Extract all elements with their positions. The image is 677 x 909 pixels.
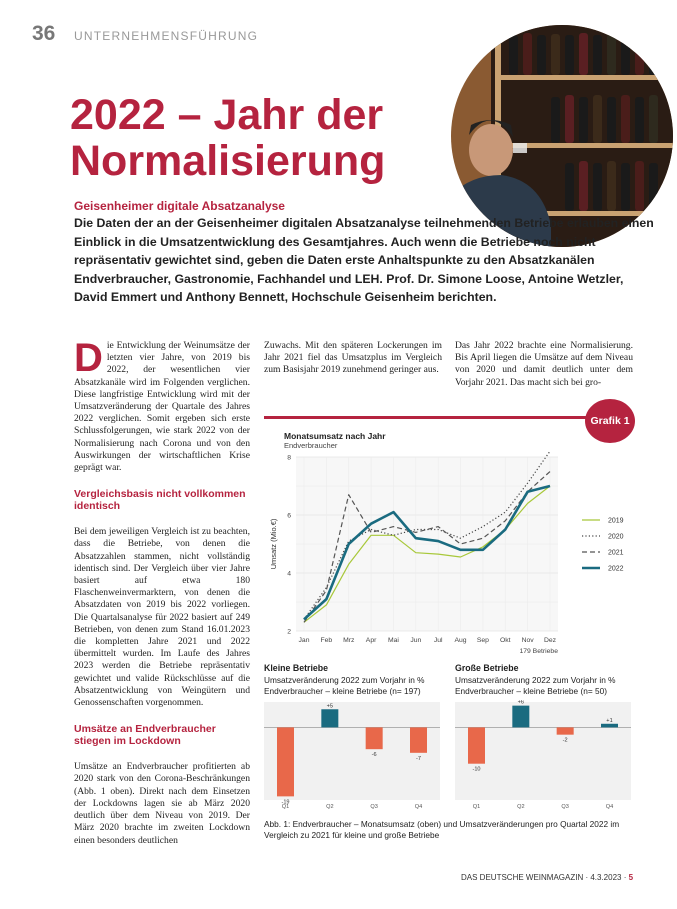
small-bars-subtitle-2: Endverbraucher – kleine Betriebe (n= 197) [264, 686, 421, 696]
bar-value-label: +6 [517, 700, 525, 706]
legend-label: 2020 [608, 533, 624, 541]
page-number: 36 [32, 22, 56, 45]
x-tick-label: Q2 [517, 804, 525, 810]
bar-Q2 [512, 706, 529, 728]
bar-value-label: +5 [326, 703, 334, 710]
x-tick-label: Q3 [561, 804, 569, 810]
line-chart [264, 447, 664, 662]
x-tick-label: Jul [433, 637, 443, 644]
x-tick-label: Aug [454, 637, 467, 644]
chart-note: 179 Betriebe [519, 648, 558, 655]
bar-Q1 [468, 727, 485, 763]
bar-Q3 [557, 727, 574, 734]
bar-Q4 [601, 724, 618, 728]
legend-label: 2021 [608, 549, 624, 557]
large-bars-title: Große Betriebe [455, 663, 519, 673]
x-tick-label: Apr [365, 637, 377, 644]
bar-value-label: -2 [562, 737, 568, 744]
x-tick-label: Q3 [370, 804, 378, 810]
small-bars-subtitle: Umsatzveränderung 2022 zum Vorjahr in % [264, 675, 425, 685]
x-tick-label: Mrz [343, 637, 355, 644]
bar-chart-small [264, 700, 446, 812]
figure-badge: Grafik 1 [585, 399, 635, 443]
title-line-1: 2022 – Jahr der [70, 91, 384, 139]
figure-caption: Abb. 1: Endverbraucher – Monatsumsatz (oben) und Umsatzveränderungen pro Quartal 2022 im Vergleich zu 2021 für kleine und große Betriebe [264, 819, 620, 840]
footer-magazine: DAS DEUTSCHE WEINMAGAZIN · 4.3.2023 · [461, 873, 629, 882]
large-bars-subtitle-2: Endverbraucher – kleine Betriebe (n= 50) [455, 686, 607, 696]
bar-value-label: -7 [416, 755, 421, 762]
x-tick-label: Nov [521, 637, 534, 644]
article-lead: Die Daten der an der Geisenheimer digitalen Absatzanalyse teilnehmenden Betriebe erlauben einen Einblick in die Umsatzentwicklung des Gesamtjahres. Auch wenn die Betriebe noch nicht repräsentativ gewichtet sind, geben die Daten erste Anhaltspunkte zu den Absatzkanälen Endverbraucher, Gastronomie, Fachhandel und LEH. Prof. Dr. Simone Loose, Antoine Wetzler, David Emmert und Anthony Bennett, Hochschule Geisenheim berichten. [74, 216, 654, 305]
x-tick-label: Okt [499, 637, 511, 644]
x-tick-label: Jun [410, 637, 422, 644]
column-2 [264, 340, 442, 377]
bar-Q4 [410, 727, 427, 752]
article-title [70, 92, 450, 184]
bar-value-label: -10 [472, 766, 481, 773]
y-axis-label: Umsatz (Mio.€) [269, 518, 278, 570]
title-line-2: Normalisierung [70, 137, 386, 185]
legend-label: 2022 [608, 565, 624, 573]
x-tick-label: Sep [476, 637, 489, 644]
paragraph-intro-text: ie Entwicklung der Weinumsätze der letzten vier Jahre, von 2019 bis 2022, der wesentlichen vier Absatzkanäle wird im Folgenden verglichen. Diese langfristige Entwicklung wird mit der Umsatzveränderung der Quartale des Jahres 2022 verglichen. Somit ergeben sich erste Schlussfolgerungen, wie stark 2022 von der Normalisierung nach Corona und von den Auswirkungen der wirtschaftlichen Krise geprägt war. [74, 340, 250, 474]
footer-page-number: 5 [628, 873, 634, 882]
x-tick-label: Jan [298, 637, 310, 644]
bar-Q3 [366, 727, 383, 749]
x-tick-label: Q1 [472, 804, 481, 810]
bar-value-label: +1 [606, 717, 613, 724]
bar-Q1 [277, 727, 294, 796]
heading-umsaetze: Umsätze an Endverbraucher stiegen im Lockdown [74, 723, 216, 748]
paragraph-col3: Das Jahr 2022 brachte eine Normalisierung. Bis April liegen die Umsätze auf dem Niveau von 2020 und damit deutlich unter dem Vorjahr 2021. Das macht sich bei gro- [455, 340, 633, 388]
y-tick-label: 2 [287, 628, 291, 636]
paragraph-intro [74, 336, 250, 474]
paragraph-col2: Zuwachs. Mit den späteren Lockerungen im Jahr 2021 fiel das Umsatzplus im Vergleich zum Basisjahr 2019 zunehmend geringer aus. [264, 340, 442, 376]
paragraph-umsaetze: Umsätze an Endverbraucher profitierten ab 2020 stark von den Corona-Beschränkungen (Abb. 1 oben). Direkt nach dem Einsetzen der Lockdowns lagen sie ab März 2020 deutlich über dem Niveau von 2019. Der März 2020 brachte im zweiten Lockdown einen besonders deutlichen [74, 761, 250, 846]
column-1 [74, 336, 250, 847]
y-tick-label: 4 [287, 570, 291, 578]
x-tick-label: Q4 [414, 804, 423, 810]
y-tick-label: 8 [287, 454, 291, 462]
dropcap: D [74, 336, 103, 380]
bar-Q2 [321, 709, 338, 727]
line-chart-subtitle: Endverbraucher [284, 441, 338, 450]
heading-vergleichsbasis: Vergleichsbasis nicht vollkommen identisch [74, 488, 246, 513]
article-subhead: Geisenheimer digitale Absatzanalyse [74, 199, 285, 213]
bar-value-label: -19 [281, 799, 290, 806]
bar-value-label: -6 [371, 752, 377, 759]
line-chart-title: Monatsumsatz nach Jahr [284, 431, 386, 441]
x-tick-label: Q1 [281, 804, 290, 810]
x-tick-label: Q4 [605, 804, 614, 810]
small-bars-title: Kleine Betriebe [264, 663, 329, 673]
large-bars-subtitle: Umsatzveränderung 2022 zum Vorjahr in % [455, 675, 616, 685]
paragraph-vergleich: Bei dem jeweiligen Vergleich ist zu beachten, dass die Betriebe, von denen die Absatzzahlen stammen, nicht vollständig identisch sind. Der Vergleich über vier Jahre basiert auf etwa 180 Flaschenweinvermarktern, von denen die Absatzdaten von 2019 bis 2022 vorliegen. Die Quartalsanalyse für 2022 basiert auf 249 Betrieben, von denen zum Stand 16.01.2023 die kompletten Jahre 2021 und 2022 übermittelt wurden. Im Laufe des Jahres 2023 werden die Betriebe repräsentativ gewichtet und valide Rückschlüsse auf die Absatzentwicklung von Weingütern und Genossenschaften vorgenommen. [74, 526, 250, 709]
column-3 [455, 340, 633, 389]
legend-label: 2019 [608, 517, 624, 525]
x-tick-label: Mai [387, 637, 399, 644]
bar-chart-large [455, 700, 637, 812]
x-tick-label: Q2 [326, 804, 334, 810]
y-tick-label: 6 [287, 512, 291, 520]
x-tick-label: Dez [543, 637, 557, 644]
figure-rule [264, 416, 588, 419]
section-label: UNTERNEHMENSFÜHRUNG [74, 29, 259, 43]
x-tick-label: Feb [320, 637, 333, 644]
page-footer [461, 873, 633, 882]
